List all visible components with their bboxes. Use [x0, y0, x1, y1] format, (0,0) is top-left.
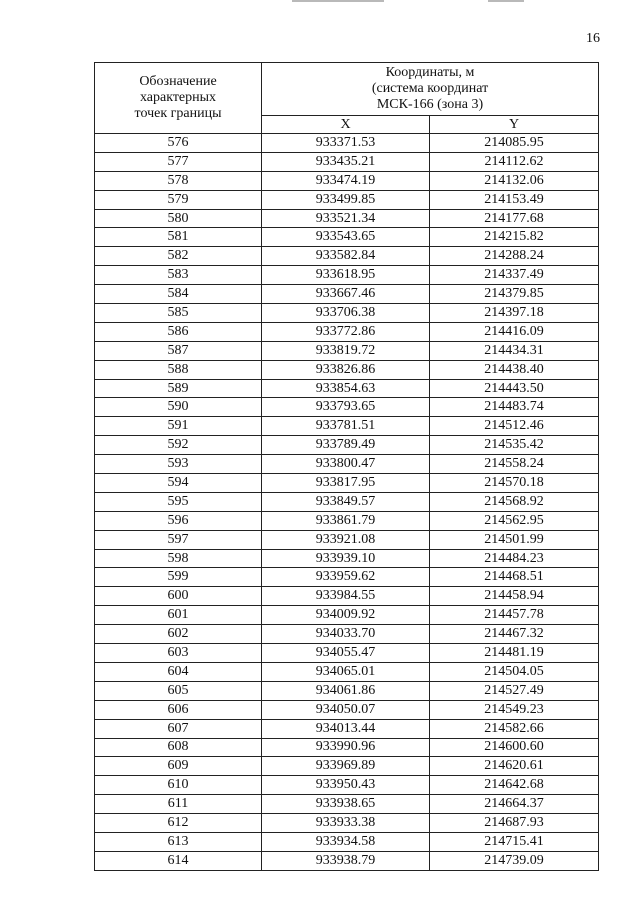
x-coordinate-cell: 933499.85	[262, 190, 430, 209]
point-number-cell: 577	[95, 152, 262, 171]
table-row	[95, 662, 599, 681]
y-coordinate-cell: 214379.85	[430, 285, 599, 304]
point-header-line: Обозначение	[139, 74, 217, 89]
table-row	[95, 587, 599, 606]
x-coordinate-cell: 933861.79	[262, 511, 430, 530]
y-coordinate-cell: 214438.40	[430, 360, 599, 379]
table-row	[95, 832, 599, 851]
y-coordinate-cell: 214112.62	[430, 152, 599, 171]
point-number-cell: 614	[95, 851, 262, 870]
point-number-cell: 607	[95, 719, 262, 738]
x-coordinate-cell: 934009.92	[262, 606, 430, 625]
point-number-cell: 576	[95, 134, 262, 153]
y-coordinate-cell: 214397.18	[430, 304, 599, 323]
table-row	[95, 549, 599, 568]
point-number-cell: 600	[95, 587, 262, 606]
y-coordinate-cell: 214687.93	[430, 814, 599, 833]
point-number-cell: 579	[95, 190, 262, 209]
x-coordinate-cell: 933618.95	[262, 266, 430, 285]
y-column-header: Y	[430, 116, 599, 134]
point-number-cell: 578	[95, 171, 262, 190]
x-coordinate-cell: 933789.49	[262, 436, 430, 455]
x-coordinate-cell: 933582.84	[262, 247, 430, 266]
x-coordinate-cell: 933667.46	[262, 285, 430, 304]
point-number-cell: 603	[95, 644, 262, 663]
x-coordinate-cell: 934033.70	[262, 625, 430, 644]
x-coordinate-cell: 933793.65	[262, 398, 430, 417]
y-coordinate-cell: 214483.74	[430, 398, 599, 417]
x-coordinate-cell: 933781.51	[262, 417, 430, 436]
x-coordinate-cell: 933921.08	[262, 530, 430, 549]
y-coordinate-cell: 214443.50	[430, 379, 599, 398]
table-row	[95, 511, 599, 530]
table-row	[95, 644, 599, 663]
x-coordinate-cell: 933984.55	[262, 587, 430, 606]
table-row	[95, 530, 599, 549]
x-coordinate-cell: 933854.63	[262, 379, 430, 398]
coords-header-line: МСК-166 (зона 3)	[376, 97, 484, 112]
y-coordinate-cell: 214620.61	[430, 757, 599, 776]
x-coordinate-cell: 934065.01	[262, 662, 430, 681]
point-number-cell: 604	[95, 662, 262, 681]
x-coordinate-cell: 934061.86	[262, 681, 430, 700]
table-row	[95, 247, 599, 266]
point-number-cell: 589	[95, 379, 262, 398]
x-coordinate-cell: 933969.89	[262, 757, 430, 776]
point-number-cell: 584	[95, 285, 262, 304]
y-coordinate-cell: 214434.31	[430, 341, 599, 360]
y-coordinate-cell: 214527.49	[430, 681, 599, 700]
table-body	[95, 134, 599, 871]
coords-header-line: (система координат	[371, 81, 489, 96]
table-row	[95, 700, 599, 719]
point-number-cell: 591	[95, 417, 262, 436]
point-column-header	[95, 63, 262, 134]
y-coordinate-cell: 214085.95	[430, 134, 599, 153]
table-row	[95, 455, 599, 474]
table-row	[95, 171, 599, 190]
y-coordinate-cell: 214600.60	[430, 738, 599, 757]
y-coordinate-cell: 214288.24	[430, 247, 599, 266]
table-row	[95, 738, 599, 757]
x-coordinate-cell: 933849.57	[262, 492, 430, 511]
point-number-cell: 601	[95, 606, 262, 625]
x-coordinate-cell: 933950.43	[262, 776, 430, 795]
table-row	[95, 681, 599, 700]
point-number-cell: 595	[95, 492, 262, 511]
point-number-cell: 612	[95, 814, 262, 833]
point-number-cell: 602	[95, 625, 262, 644]
table-row	[95, 341, 599, 360]
x-coordinate-cell: 933938.79	[262, 851, 430, 870]
point-number-cell: 599	[95, 568, 262, 587]
coords-header-line: Координаты, м	[385, 65, 475, 80]
y-coordinate-cell: 214739.09	[430, 851, 599, 870]
table-row	[95, 474, 599, 493]
x-coordinate-cell: 933474.19	[262, 171, 430, 190]
point-number-cell: 597	[95, 530, 262, 549]
x-coordinate-cell: 934013.44	[262, 719, 430, 738]
point-number-cell: 596	[95, 511, 262, 530]
point-number-cell: 605	[95, 681, 262, 700]
y-coordinate-cell: 214215.82	[430, 228, 599, 247]
x-coordinate-cell: 933435.21	[262, 152, 430, 171]
y-coordinate-cell: 214501.99	[430, 530, 599, 549]
x-coordinate-cell: 933990.96	[262, 738, 430, 757]
table-row	[95, 304, 599, 323]
point-number-cell: 583	[95, 266, 262, 285]
table-row	[95, 209, 599, 228]
x-coordinate-cell: 933826.86	[262, 360, 430, 379]
point-number-cell: 598	[95, 549, 262, 568]
y-coordinate-cell: 214484.23	[430, 549, 599, 568]
y-coordinate-cell: 214664.37	[430, 795, 599, 814]
y-coordinate-cell: 214416.09	[430, 322, 599, 341]
point-number-cell: 586	[95, 322, 262, 341]
x-coordinate-cell: 933817.95	[262, 474, 430, 493]
y-coordinate-cell: 214132.06	[430, 171, 599, 190]
x-coordinate-cell: 933959.62	[262, 568, 430, 587]
x-coordinate-cell: 933371.53	[262, 134, 430, 153]
table-row	[95, 266, 599, 285]
point-number-cell: 613	[95, 832, 262, 851]
y-coordinate-cell: 214457.78	[430, 606, 599, 625]
y-coordinate-cell: 214512.46	[430, 417, 599, 436]
y-coordinate-cell: 214549.23	[430, 700, 599, 719]
point-number-cell: 585	[95, 304, 262, 323]
point-header-line: характерных	[139, 90, 217, 105]
y-coordinate-cell: 214570.18	[430, 474, 599, 493]
point-number-cell: 594	[95, 474, 262, 493]
point-number-cell: 592	[95, 436, 262, 455]
table-row	[95, 398, 599, 417]
x-coordinate-cell: 933933.38	[262, 814, 430, 833]
y-coordinate-cell: 214153.49	[430, 190, 599, 209]
coordinates-column-header	[262, 63, 599, 116]
coordinates-table	[94, 62, 599, 871]
table-row	[95, 776, 599, 795]
table-row	[95, 379, 599, 398]
point-number-cell: 588	[95, 360, 262, 379]
y-coordinate-cell: 214715.41	[430, 832, 599, 851]
point-number-cell: 580	[95, 209, 262, 228]
point-number-cell: 611	[95, 795, 262, 814]
point-number-cell: 609	[95, 757, 262, 776]
table-row	[95, 285, 599, 304]
x-coordinate-cell: 933543.65	[262, 228, 430, 247]
table-row	[95, 322, 599, 341]
point-number-cell: 590	[95, 398, 262, 417]
y-coordinate-cell: 214177.68	[430, 209, 599, 228]
y-coordinate-cell: 214467.32	[430, 625, 599, 644]
table-row	[95, 152, 599, 171]
y-coordinate-cell: 214468.51	[430, 568, 599, 587]
y-coordinate-cell: 214337.49	[430, 266, 599, 285]
point-number-cell: 581	[95, 228, 262, 247]
table-row	[95, 568, 599, 587]
point-number-cell: 610	[95, 776, 262, 795]
x-coordinate-cell: 933938.65	[262, 795, 430, 814]
y-coordinate-cell: 214504.05	[430, 662, 599, 681]
x-coordinate-cell: 933939.10	[262, 549, 430, 568]
y-coordinate-cell: 214558.24	[430, 455, 599, 474]
table-row	[95, 851, 599, 870]
x-column-header: X	[262, 116, 430, 134]
y-coordinate-cell: 214568.92	[430, 492, 599, 511]
point-header-line: точек границы	[134, 106, 222, 121]
point-number-cell: 608	[95, 738, 262, 757]
table-row	[95, 436, 599, 455]
y-coordinate-cell: 214562.95	[430, 511, 599, 530]
x-coordinate-cell: 934055.47	[262, 644, 430, 663]
y-coordinate-cell: 214481.19	[430, 644, 599, 663]
y-coordinate-cell: 214642.68	[430, 776, 599, 795]
x-coordinate-cell: 934050.07	[262, 700, 430, 719]
x-coordinate-cell: 933706.38	[262, 304, 430, 323]
point-number-cell: 582	[95, 247, 262, 266]
scan-artifact-right	[488, 0, 524, 2]
x-coordinate-cell: 933819.72	[262, 341, 430, 360]
x-coordinate-cell: 933521.34	[262, 209, 430, 228]
table-row	[95, 492, 599, 511]
x-coordinate-cell: 933772.86	[262, 322, 430, 341]
y-coordinate-cell: 214582.66	[430, 719, 599, 738]
y-coordinate-cell: 214458.94	[430, 587, 599, 606]
point-number-cell: 587	[95, 341, 262, 360]
table-row	[95, 360, 599, 379]
table-row	[95, 417, 599, 436]
scan-artifact-left	[292, 0, 384, 2]
table-row	[95, 606, 599, 625]
point-number-cell: 593	[95, 455, 262, 474]
x-coordinate-cell: 933800.47	[262, 455, 430, 474]
table-row	[95, 719, 599, 738]
x-coordinate-cell: 933934.58	[262, 832, 430, 851]
table-row	[95, 814, 599, 833]
table-row	[95, 625, 599, 644]
table-row	[95, 757, 599, 776]
table-row	[95, 134, 599, 153]
y-coordinate-cell: 214535.42	[430, 436, 599, 455]
point-number-cell: 606	[95, 700, 262, 719]
table-row	[95, 190, 599, 209]
table-row	[95, 795, 599, 814]
page-number: 16	[586, 31, 600, 46]
table-row	[95, 228, 599, 247]
